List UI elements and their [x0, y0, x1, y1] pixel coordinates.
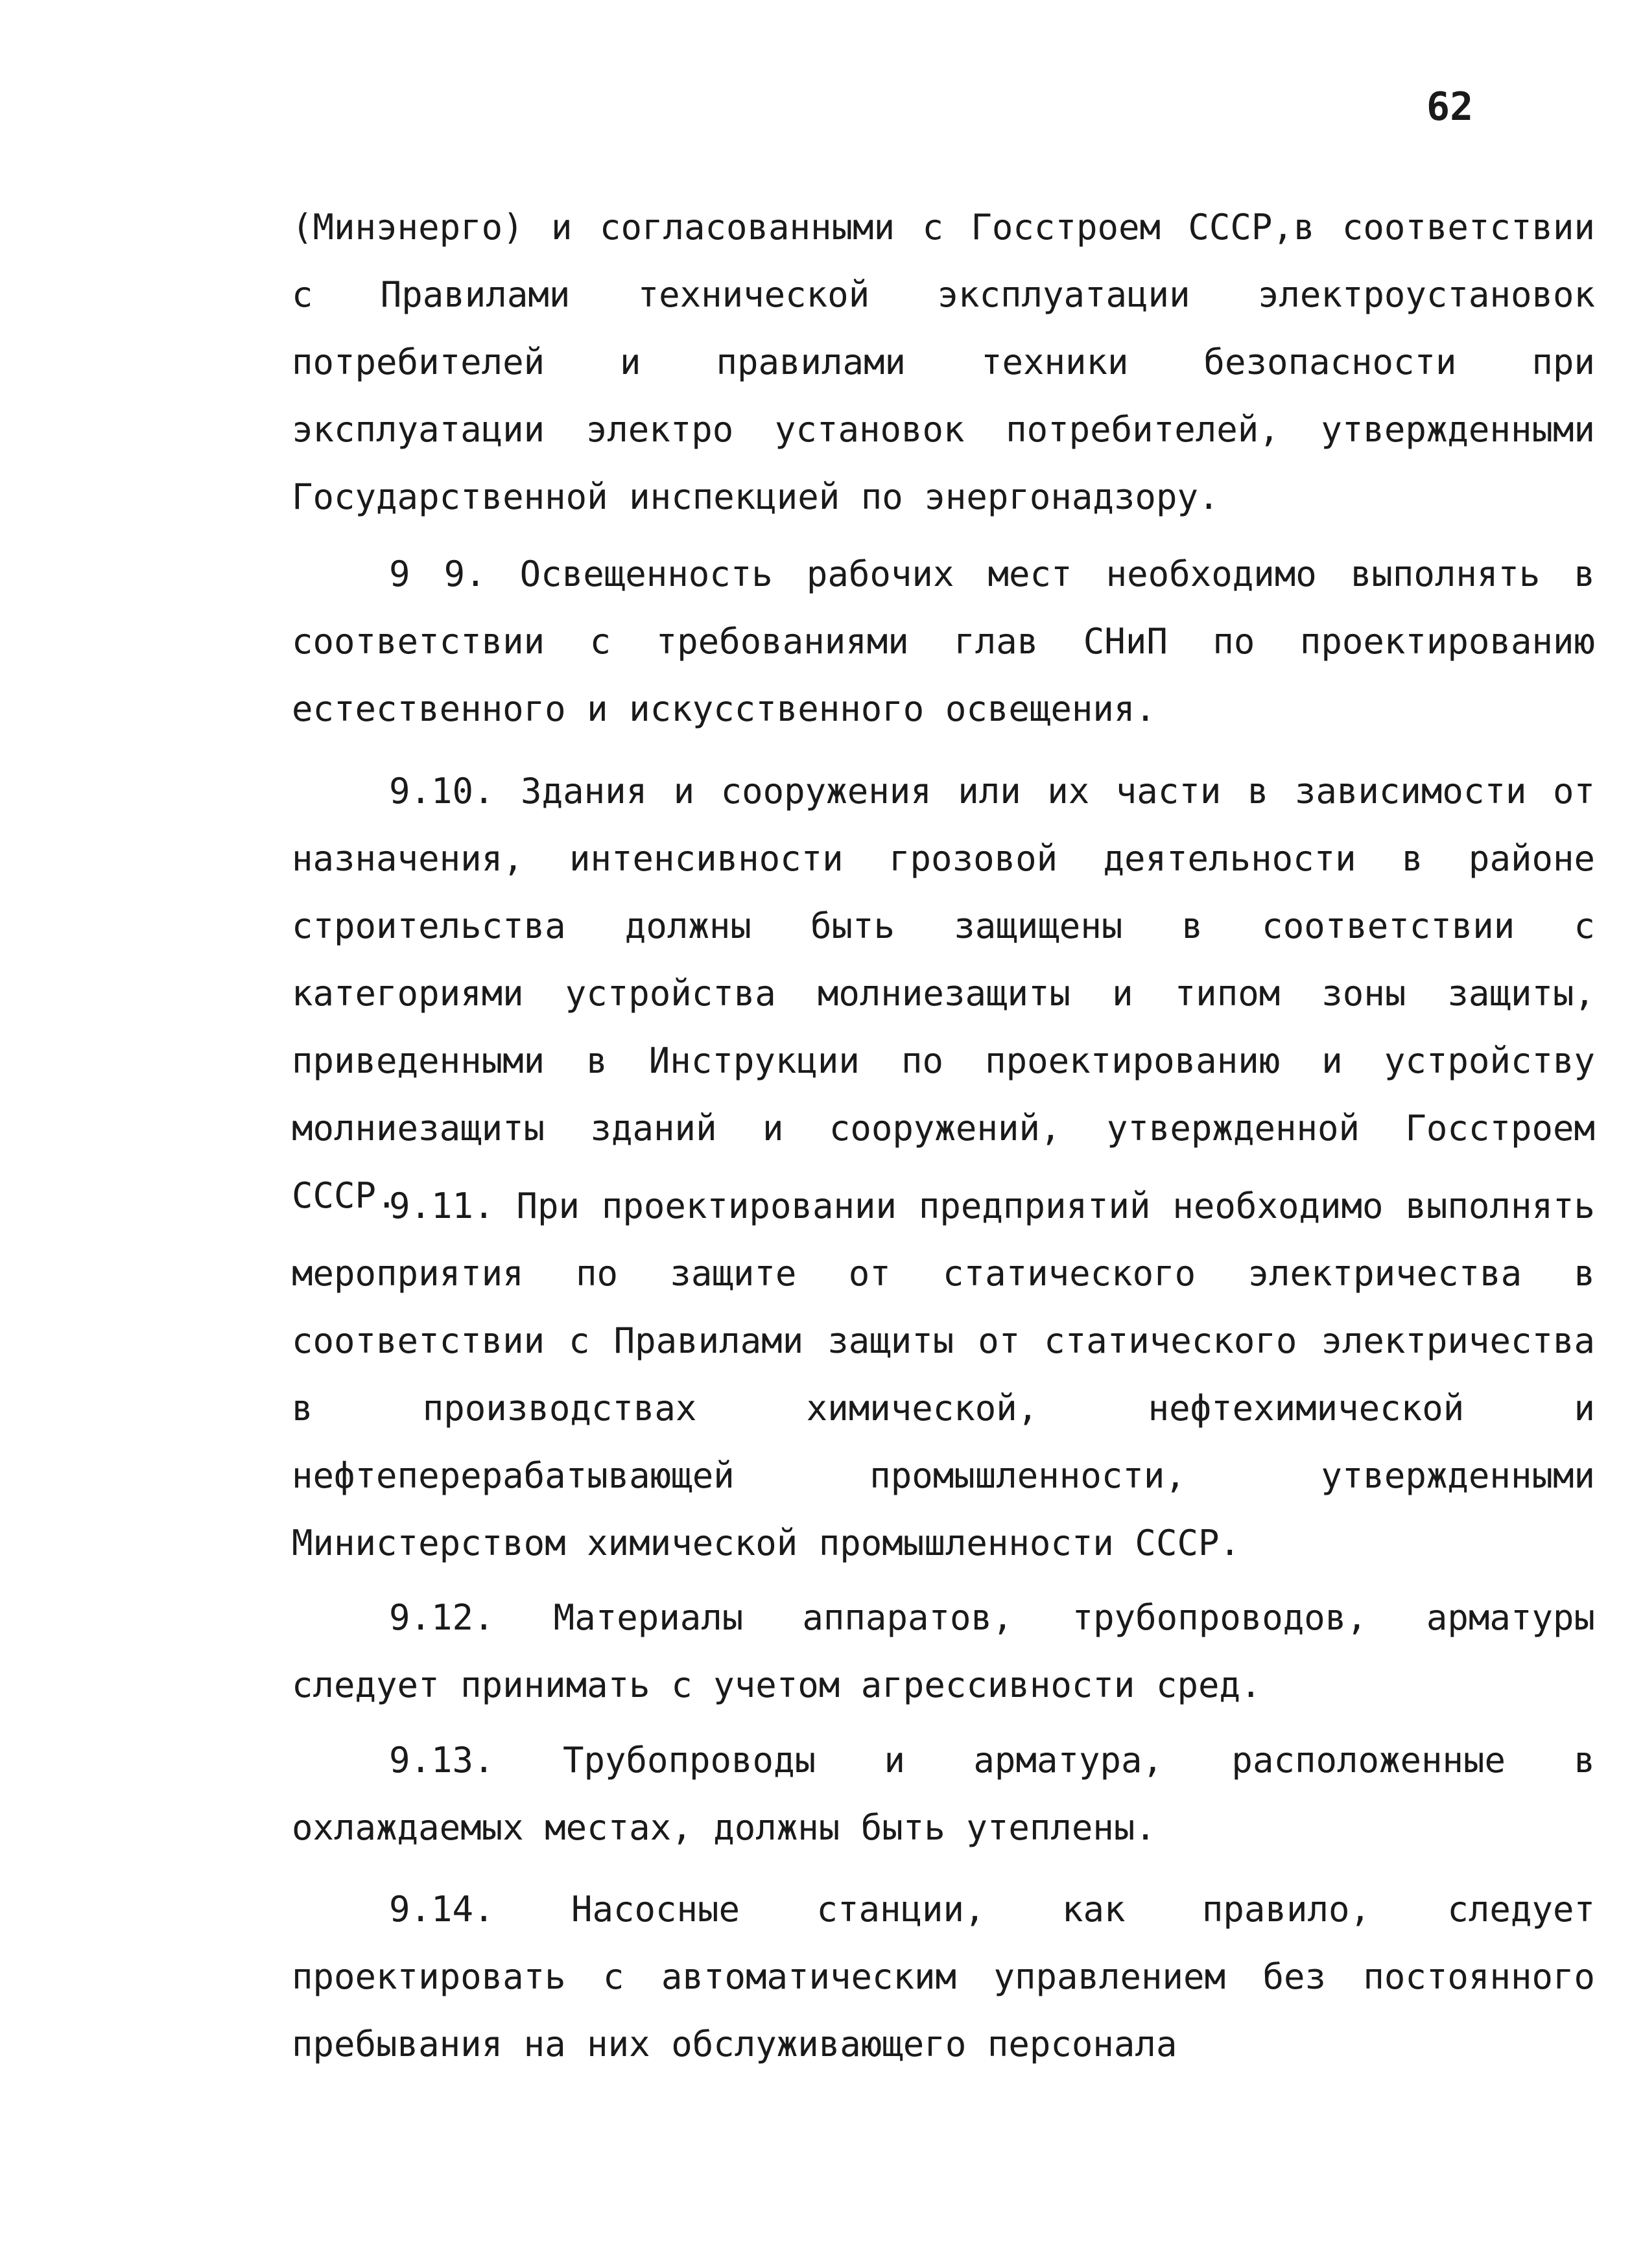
paragraph-9-12: 9.12. Материалы аппаратов, трубопроводов, арматуры следует принимать с учетом агрессивности сред.	[292, 1597, 1595, 1705]
paragraph-9-11: 9.11. При проектировании предприятий необходимо выполнять мероприятия по защите от статического электричества в соответствии с Правилами защиты от статического электричества в производствах химической, нефтехимической и нефтеперерабатывающей промышленности, утвержденными Министерством химической промышленности СССР.	[292, 1186, 1595, 1563]
paragraph-9-14: 9.14. Насосные станции, как правило, следует проектировать с автоматическим управлением без постоянного пребывания на них обслуживающего персонала	[292, 1889, 1595, 2064]
paragraph-9-10: 9.10. Здания и сооружения или их части в зависимости от назначения, интенсивности грозовой деятельности в районе строительства должны быть защищены в соответствии с категориями устройства молниезащиты и типом зоны защиты, приведенными в Инструкции по проектированию и устройству молниезащиты зданий и сооружений, утвержденной Госстроем СССР.	[292, 771, 1595, 1216]
paragraph-9-13: 9.13. Трубопроводы и арматура, расположенные в охлаждаемых местах, должны быть утеплены.	[292, 1740, 1595, 1848]
page-number: 62	[1426, 84, 1474, 130]
paragraph-9-9: 9 9. Освещенность рабочих мест необходимо выполнять в соответствии с требованиями глав СНиП по проектированию естественного и искусственного освещения.	[292, 554, 1595, 729]
paragraph-intro: (Минэнерго) и согласованными с Госстроем СССР,в соответствии с Правилами технической эксплуатации электроустановок потребителей и правилами техники безопасности при эксплуатации электро установок потребителей, утвержденными Государственной инспекцией по энергонадзору.	[292, 207, 1595, 517]
